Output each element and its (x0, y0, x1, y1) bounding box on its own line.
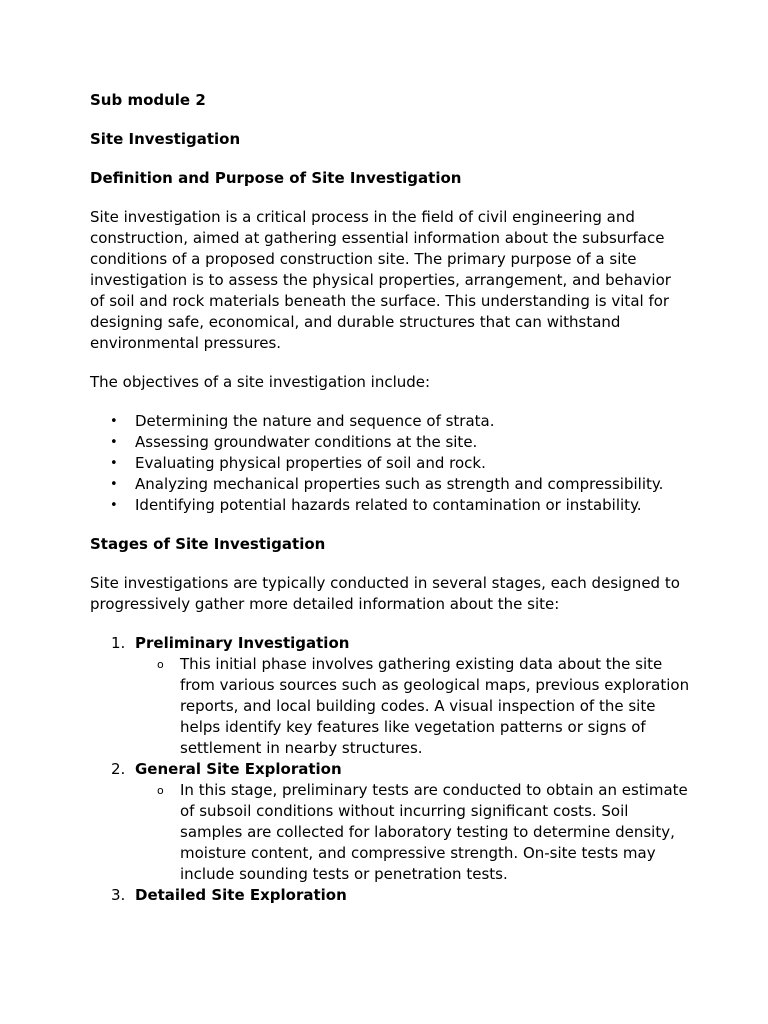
list-item (90, 453, 690, 474)
stage-detail-item (135, 654, 690, 759)
list-item-text: Assessing groundwater conditions at the site. (135, 433, 478, 451)
definition-paragraph: Site investigation is a critical process in the field of civil engineering and construction, aimed at gathering essential information about the subsurface conditions of a proposed construction site. The primary purpose of a site investigation is to assess the physical properties, arrangement, and behavior of soil and rock materials beneath the surface. This understanding is vital for designing safe, economical, and durable structures that can withstand environmental pressures. (90, 208, 671, 352)
stage-item (90, 633, 690, 759)
list-item (90, 474, 690, 495)
list-item-text: Determining the nature and sequence of strata. (135, 412, 495, 430)
list-item (90, 411, 690, 432)
bullet-icon: • (110, 477, 118, 492)
list-item-text: Analyzing mechanical properties such as strength and compressibility. (135, 475, 664, 493)
bullet-icon: • (110, 414, 118, 429)
stage-number: 3. (111, 886, 126, 904)
stage-item (90, 885, 690, 906)
stage-number: 1. (111, 634, 126, 652)
bullet-icon: • (110, 435, 118, 450)
circle-bullet-icon: o (157, 784, 164, 797)
objectives-intro: The objectives of a site investigation include: (90, 373, 431, 391)
section-heading-definition: Definition and Purpose of Site Investigation (90, 169, 462, 187)
list-item (90, 495, 690, 516)
bullet-icon: • (110, 498, 118, 513)
submodule-heading: Sub module 2 (90, 91, 206, 109)
objectives-list (90, 411, 690, 516)
stages-intro: Site investigations are typically conducted in several stages, each designed to progressively gather more detailed information about the site: (90, 574, 680, 613)
stage-title: Preliminary Investigation (135, 634, 350, 652)
stage-number: 2. (111, 760, 126, 778)
list-item-text: Identifying potential hazards related to contamination or instability. (135, 496, 642, 514)
section-heading-stages: Stages of Site Investigation (90, 535, 326, 553)
circle-bullet-icon: o (157, 658, 164, 671)
bullet-icon: • (110, 456, 118, 471)
page-title: Site Investigation (90, 130, 241, 148)
stage-title: Detailed Site Exploration (135, 886, 347, 904)
list-item-text: Evaluating physical properties of soil and rock. (135, 454, 486, 472)
stage-detail-list (135, 780, 690, 885)
stage-detail-text: In this stage, preliminary tests are conducted to obtain an estimate of subsoil conditions without incurring significant costs. Soil samples are collected for laboratory testing to determine density, moisture content, and compressive strength. On-site tests may include sounding tests or penetration tests. (180, 781, 688, 883)
document-page (90, 90, 690, 906)
stage-detail-list (135, 654, 690, 759)
stage-detail-item (135, 780, 690, 885)
stage-item (90, 759, 690, 885)
list-item (90, 432, 690, 453)
stage-detail-text: This initial phase involves gathering existing data about the site from various sources such as geological maps, previous exploration reports, and local building codes. A visual inspection of the site helps identify key features like vegetation patterns or signs of settlement in nearby structures. (180, 655, 690, 757)
stages-list (90, 633, 690, 906)
stage-title: General Site Exploration (135, 760, 342, 778)
